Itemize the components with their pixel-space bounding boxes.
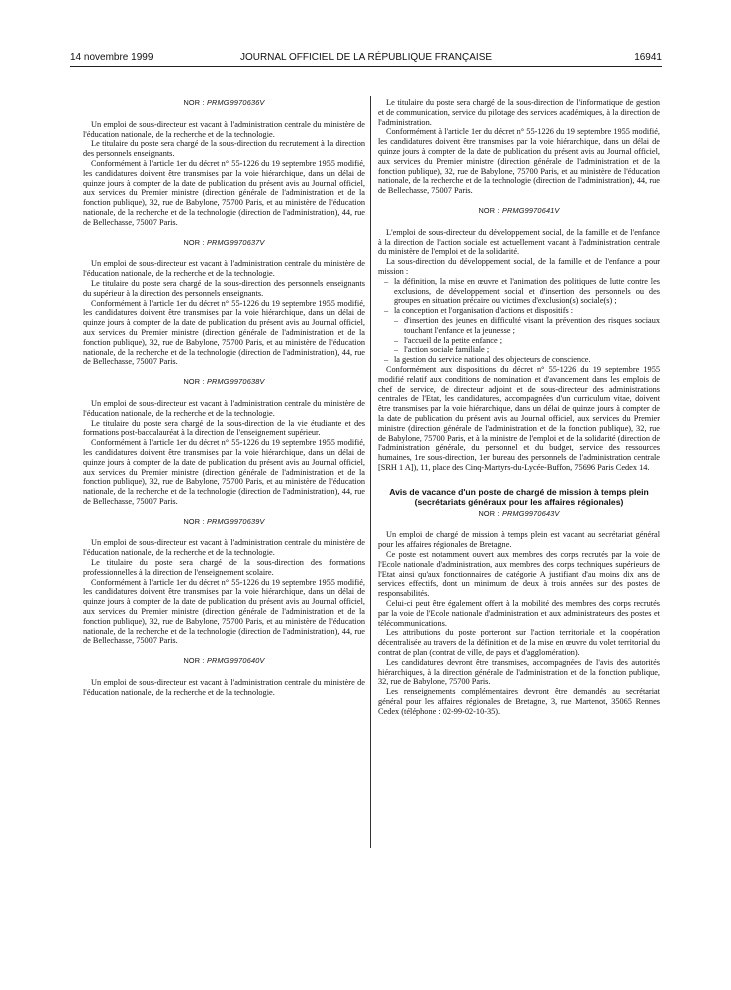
paragraph: Un emploi de sous-directeur est vacant à l'administration centrale du ministère de l'éducation nationale, de la recherche et de la technologie. [83, 398, 365, 418]
paragraph: La sous-direction du développement social, de la famille et de l'enfance a pour mission : [378, 257, 660, 276]
nor-reference: NOR : PRMG9970637V [183, 237, 265, 247]
paragraph: Un emploi de sous-directeur est vacant à l'administration centrale du ministère de l'éducation nationale, de la recherche et de la technologie. [83, 538, 365, 558]
paragraph: Les attributions du poste porteront sur l'action territoriale et la coopération décentralisée au travers de la définition et de la mise en œuvre du volet territorial du contrat de plan (contrat de ville, de pays et d'agglomération). [378, 628, 660, 658]
list-item: – l'accueil de la petite enfance ; [378, 336, 660, 346]
issue-date: 14 novembre 1999 [70, 52, 154, 63]
left-column [83, 98, 365, 698]
list-item: – d'insertion des jeunes en difficulté visant la prévention des risques sociaux touchant l'enfance et la jeunesse ; [378, 316, 660, 336]
paragraph: Conformément à l'article 1er du décret n° 55-1226 du 19 septembre 1955 modifié, les candidatures doivent être transmises par la voie hiérarchique, dans un délai de quinze jours à compter de la date de publication du présent avis au Journal officiel, aux services du Premier ministre (direction générale de l'administration et de la fonction publique), 32, rue de Babylone, 75700 Paris, et au ministère de l'éducation nationale, de la recherche et de la technologie (direction de l'administration), 44, rue de Bellechasse, 75007 Paris. [83, 438, 365, 506]
list-item: – la gestion du service national des objecteurs de conscience. [378, 355, 660, 365]
header-rule [70, 66, 662, 67]
paragraph: Un emploi de chargé de mission à temps plein est vacant au secrétariat général pour les affaires régionales de Bretagne. [378, 530, 660, 550]
paragraph: Un emploi de sous-directeur est vacant à l'administration centrale du ministère de l'éducation nationale, de la recherche et de la technologie. [83, 678, 365, 697]
nor-reference: NOR : PRMG9970638V [183, 377, 265, 387]
page-number: 16941 [634, 52, 662, 63]
list-item: – la conception et l'organisation d'actions et dispositifs : [378, 306, 660, 316]
paragraph: Un emploi de sous-directeur est vacant à l'administration centrale du ministère de l'éducation nationale, de la recherche et de la technologie. [83, 119, 365, 139]
nor-reference: NOR : PRMG9970636V [183, 98, 265, 107]
paragraph: L'emploi de sous-directeur du développement social, de la famille et de l'enfance à la direction de l'action sociale est actuellement vacant à l'administration centrale du ministère de l'emploi et de la solidarité. [378, 227, 660, 257]
right-column [378, 98, 660, 717]
nor-reference: NOR : PRMG9970641V [478, 205, 560, 215]
mission-list [378, 277, 660, 365]
paragraph: Le titulaire du poste sera chargé de la sous-direction de l'informatique de gestion et de communication, service du pilotage des services académiques, à la direction de l'administration. [378, 98, 660, 127]
paragraph: Le titulaire du poste sera chargé de la sous-direction de la vie étudiante et des formations post-baccalauréat à la direction de l'enseignement supérieur. [83, 418, 365, 438]
paragraph: Ce poste est notamment ouvert aux membres des corps recrutés par la voie de l'Ecole nationale d'administration, aux membres des corps techniques supérieurs de l'Etat ainsi qu'aux fonctionnaires de catégorie A justifiant d'au moins dix ans de services effectifs, dont un minimum de deux à trois années sur des postes de responsabilités. [378, 550, 660, 599]
paragraph: Conformément à l'article 1er du décret n° 55-1226 du 19 septembre 1955 modifié, les candidatures doivent être transmises par la voie hiérarchique, dans un délai de quinze jours à compter de la date de publication du présent avis au Journal officiel, aux services du Premier ministre (direction générale de l'administration et de la fonction publique), 32, rue de Babylone, 75700 Paris, et au ministère de l'éducation nationale, de la recherche et de la technologie (direction de l'administration), 44, rue de Bellechasse, 75007 Paris. [378, 127, 660, 196]
nor-reference: NOR : PRMG9970643V [478, 508, 560, 518]
list-item: – l'action sociale familiale ; [378, 345, 660, 355]
notice-title: Avis de vacance d'un poste de chargé de mission à temps plein (secrétariats généraux pour les affaires régionales) [389, 486, 649, 507]
paragraph: Un emploi de sous-directeur est vacant à l'administration centrale du ministère de l'éducation nationale, de la recherche et de la technologie. [83, 259, 365, 279]
column-separator [370, 96, 371, 848]
page-header [70, 52, 662, 66]
paragraph: Le titulaire du poste sera chargé de la sous-direction des formations professionnelles à la direction de l'enseignement scolaire. [83, 558, 365, 577]
journal-title: JOURNAL OFFICIEL DE LA RÉPUBLIQUE FRANÇAISE [239, 52, 493, 63]
paragraph: Conformément à l'article 1er du décret n° 55-1226 du 19 septembre 1955 modifié, les candidatures doivent être transmises par la voie hiérarchique, dans un délai de quinze jours à compter de la date de publication du présent avis au Journal officiel, aux services du Premier ministre (direction générale de l'administration et de la fonction publique), 32, rue de Babylone, 75700 Paris, et au ministère de l'éducation nationale, de la recherche et de la technologie (direction de l'administration), 44, rue de Bellechasse, 75007 Paris. [83, 158, 365, 227]
paragraph: Les renseignements complémentaires devront être demandés au secrétariat général pour les affaires régionales de Bretagne, 3, rue Martenot, 35065 Rennes Cedex (téléphone : 02-99-02-10-35). [378, 687, 660, 716]
paragraph: Conformément à l'article 1er du décret n° 55-1226 du 19 septembre 1955 modifié, les candidatures doivent être transmises par la voie hiérarchique, dans un délai de quinze jours à compter de la date de publication du présent avis au Journal officiel, aux services du Premier ministre (direction générale de l'administration et de la fonction publique), 32, rue de Babylone, 75700 Paris, et au ministère de l'éducation nationale, de la recherche et de la technologie (direction de l'administration), 44, rue de Bellechasse, 75007 Paris. [83, 577, 365, 646]
paragraph: Le titulaire du poste sera chargé de la sous-direction des personnels enseignants du supérieur à la direction des personnels enseignants. [83, 278, 365, 298]
nor-reference: NOR : PRMG9970639V [183, 516, 265, 526]
paragraph: Le titulaire du poste sera chargé de la sous-direction du recrutement à la direction des personnels enseignants. [83, 139, 365, 159]
nor-reference: NOR : PRMG9970640V [183, 656, 265, 666]
paragraph: Celui-ci peut être également offert à la mobilité des membres des corps recrutés par la voie de l'Ecole nationale d'administration et aux administrateurs des postes et télécommunications. [378, 599, 660, 628]
paragraph: Conformément aux dispositions du décret n° 55-1226 du 19 septembre 1955 modifié relatif aux conditions de nomination et d'avancement dans les emplois de chef de service, de directeur adjoint et de sous-directeur des administrations centrales de l'Etat, les candidatures, accompagnées d'un curriculum vitae, doivent être transmises par la voie hiérarchique, dans un délai de quinze jours à compter de la date de publication du présent avis au Journal officiel, aux services du Premier ministre (direction générale de l'administration et de la fonction publique), 32, rue de Babylone, 75700 Paris, et à la ministre de l'emploi et de la solidarité (direction de l'administration générale, du personnel et du budget, service des ressources humaines, 1re sous-direction, 1er bureau des personnels de l'administration centrale [SRH 1 A]), 11, place des Cinq-Martyrs-du-Lycée-Buffon, 75696 Paris Cedex 14. [378, 364, 660, 472]
paragraph: Les candidatures devront être transmises, accompagnées de l'avis des autorités hiérarchiques, à la direction générale de l'administration et de la fonction publique, 32, rue de Babylone, 75700 Paris. [378, 657, 660, 687]
list-item: – la définition, la mise en œuvre et l'animation des politiques de lutte contre les exclusions, de développement social et d'insertion des personnels ou des groupes en situation précaire ou victimes d'exclusion(s) sociale(s) ; [378, 277, 660, 306]
paragraph: Conformément à l'article 1er du décret n° 55-1226 du 19 septembre 1955 modifié, les candidatures doivent être transmises par la voie hiérarchique, dans un délai de quinze jours à compter de la date de publication du présent avis au Journal officiel, aux services du Premier ministre (direction générale de l'administration et de la fonction publique), 32, rue de Babylone, 75700 Paris, et au ministère de l'éducation nationale, de la recherche et de la technologie (direction de l'administration), 44, rue de Bellechasse, 75007 Paris. [83, 298, 365, 367]
